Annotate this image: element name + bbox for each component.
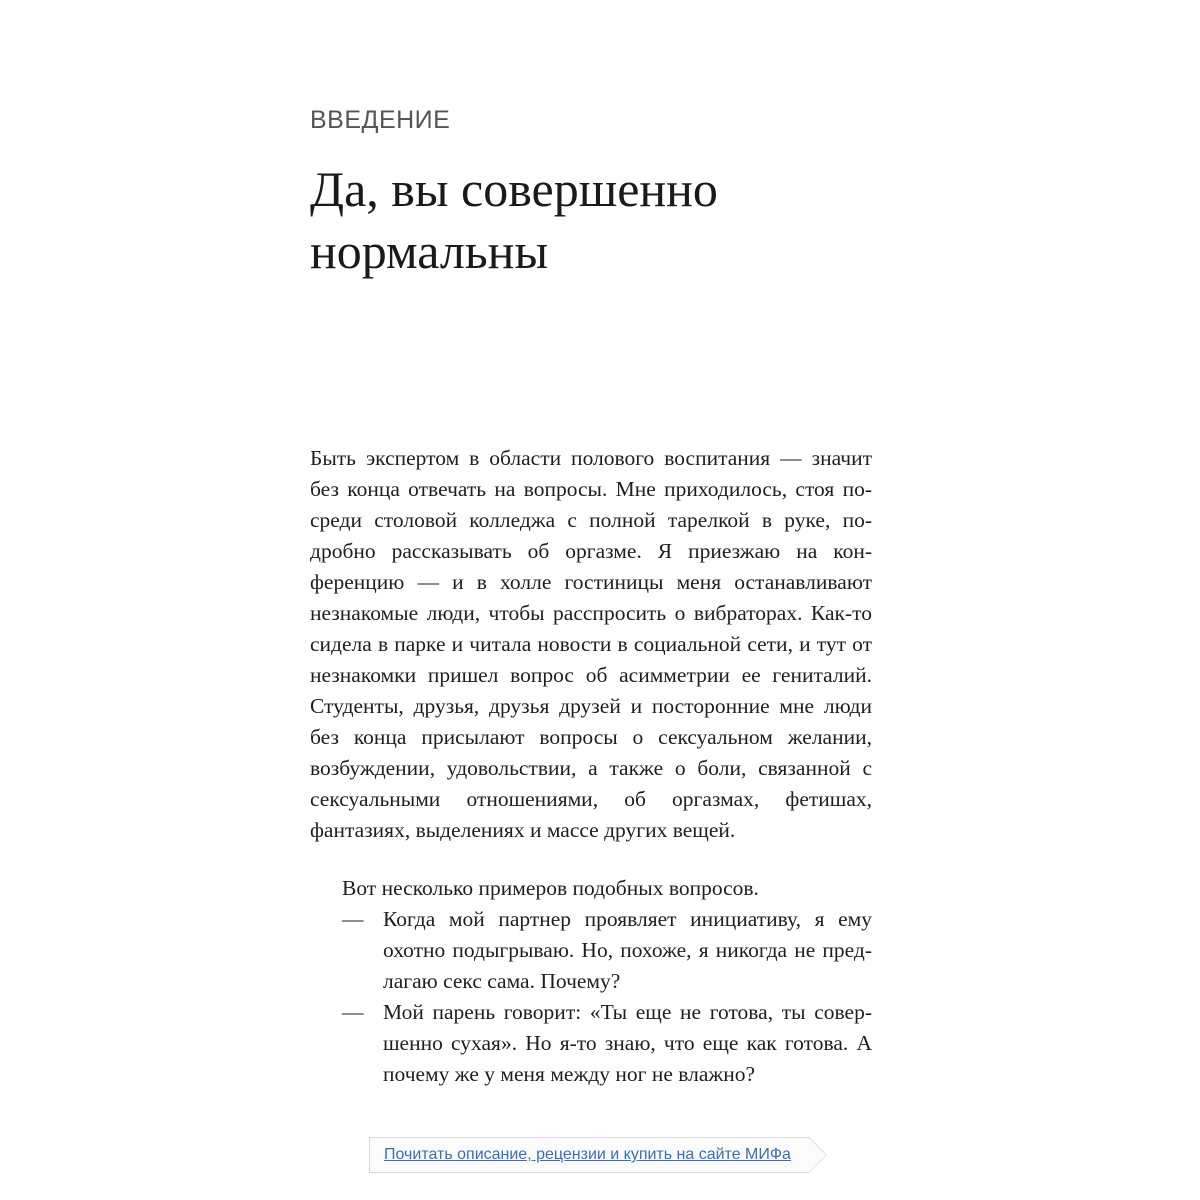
- paragraph: Быть экспертом в области полового воспитания — значит без конца отвечать на вопросы. Мне приходилось, стоя посреди столовой колледжа с полной тарелкой в руке, подробно рассказывать об оргазме. Я приезжаю на конференцию — и в холле гостиницы меня останавливают незнакомые люди, чтобы расспросить о вибраторах. Как-то сидела в парке и читала новости в социальной сети, и тут от незнакомки пришел вопрос об асимметрии ее гениталий. Студенты, друзья, друзья друзей и посторонние мне люди без конца присылают вопросы о сексуальном желании, возбуждении, удовольствии, а также о боли, связанной с сексуальными отношениями, об оргазмах, фетишах, фантазиях, выделениях и массе других вещей.: [310, 446, 872, 842]
- chapter-title: [310, 158, 930, 282]
- chapter-title-line-2: нормальны: [310, 223, 549, 279]
- question-text: Когда мой партнер проявляет инициативу, я ему охотно подыгрываю. Но, похоже, я никогда не предлагаю секс сама. Почему?: [383, 907, 872, 993]
- store-link-banner[interactable]: [369, 1137, 809, 1173]
- body-text: [310, 443, 872, 846]
- questions-block: [310, 873, 872, 1090]
- question-item: [310, 904, 872, 997]
- question-text: Мой парень говорит: «Ты еще не готова, ты совершенно сухая». Но я-то знаю, что еще как готова. А почему же у меня между ног не влажно?: [383, 1000, 872, 1086]
- question-item: [310, 997, 872, 1090]
- store-link[interactable]: Почитать описание, рецензии и купить на сайте МИФа: [384, 1146, 791, 1163]
- questions-intro: Вот несколько примеров подобных вопросов.: [342, 876, 759, 900]
- chapter-kicker: ВВЕДЕНИЕ: [310, 106, 451, 134]
- chapter-title-line-1: Да, вы совершенно: [310, 161, 718, 217]
- dash-mark: —: [342, 907, 364, 931]
- dash-mark: —: [342, 1000, 364, 1024]
